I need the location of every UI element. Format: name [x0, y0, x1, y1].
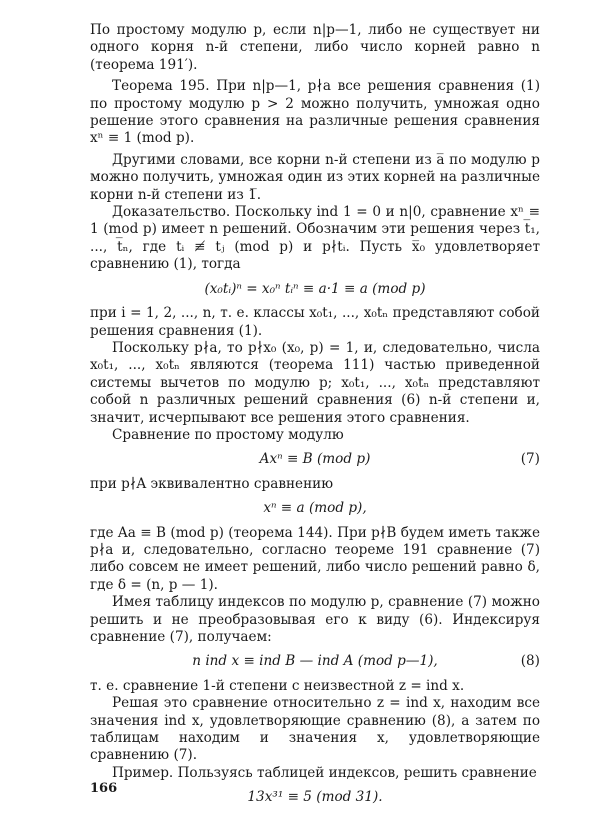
formula-text: n ind x ≡ ind B — ind A (mod p—1), [192, 653, 438, 670]
page-number: 166 [90, 781, 118, 796]
paragraph: Решая это сравнение относительно z = ind x, находим все значения ind x, удовлетворяющие сравнению (8), а затем по таблицам находим и значения x, удовлетворяющие сравнению (7). [90, 695, 540, 764]
paragraph: при p∤A эквивалентно сравнению [90, 475, 334, 492]
paragraph: Имея таблицу индексов по модулю p, сравнение (7) можно решить и не преобразовывая его к виду (6). Индексируя сравнение (7), получаем: [90, 594, 540, 645]
paragraph: По простому модулю p, если n|p—1, либо не существует ни одного корня n-й степени, либо число корней равно n (теорема 191′). [90, 22, 540, 73]
example-paragraph: Пример. Пользуясь таблицей индексов, решить сравнение [112, 764, 537, 781]
formula-8 [90, 653, 540, 670]
formula-text: 13x³¹ ≡ 5 (mod 31). [247, 789, 383, 806]
paragraph: при i = 1, 2, ..., n, т. е. классы x₀t₁, ..., x₀tₙ представляют собой решения сравнения (1). [90, 305, 540, 339]
equation-number: (8) [520, 653, 540, 670]
paragraph: Поскольку p∤a, то p∤x₀ (x₀, p) = 1, и, следовательно, числа x₀t₁, ..., x₀tₙ являются (теорема 111) частью приведенной системы вычетов по модулю p; x₀t₁, ..., x₀tₙ представляют собой n различных решений сравнения (6) n-й степени и, значит, исчерпывают все решения этого сравнения. [90, 339, 540, 426]
paragraph: т. е. сравнение 1-й степени с неизвестной z = ind x. [90, 677, 465, 694]
formula-text: Axⁿ ≡ B (mod p) [259, 451, 371, 468]
equation-number: (7) [520, 451, 540, 468]
page-body [90, 22, 540, 814]
proof-paragraph: Доказательство. Поскольку ind 1 = 0 и n|0, сравнение xⁿ ≡ 1 (mod p) имеет n решений. Обозначим эти решения через t̅₁, ..., t̅ₙ, где tᵢ ≢ tⱼ (mod p) и p∤tᵢ. Пусть x̅₀ удовлетворяет сравнению (1), тогда [90, 204, 540, 273]
paragraph: где Aa ≡ B (mod p) (теорема 144). При p∤B будем иметь также p∤a и, следовательно, согласно теореме 191 сравнение (7) либо совсем не имеет решений, либо число решений равно δ, где δ = (n, p — 1). [90, 524, 540, 593]
paragraph: Другими словами, все корни n-й степени из a̅ по модулю p можно получить, умножая один из этих корней на различные корни n-й степени из 1̅. [90, 151, 540, 203]
formula-text: xⁿ ≡ a (mod p), [263, 500, 367, 517]
formula-text: (x₀tᵢ)ⁿ = x₀ⁿ tᵢⁿ ≡ a·1 ≡ a (mod p) [204, 280, 426, 297]
theorem-195: Теорема 195. При n|p—1, p∤a все решения сравнения (1) по простому модулю p > 2 можно получить, умножая одно решение этого сравнения на различные решения сравнения xⁿ ≡ 1 (mod p). [90, 78, 540, 147]
formula-7 [90, 451, 540, 468]
formula [90, 281, 540, 298]
formula [90, 500, 540, 517]
paragraph: Сравнение по простому модулю [112, 426, 344, 443]
formula [90, 789, 540, 806]
